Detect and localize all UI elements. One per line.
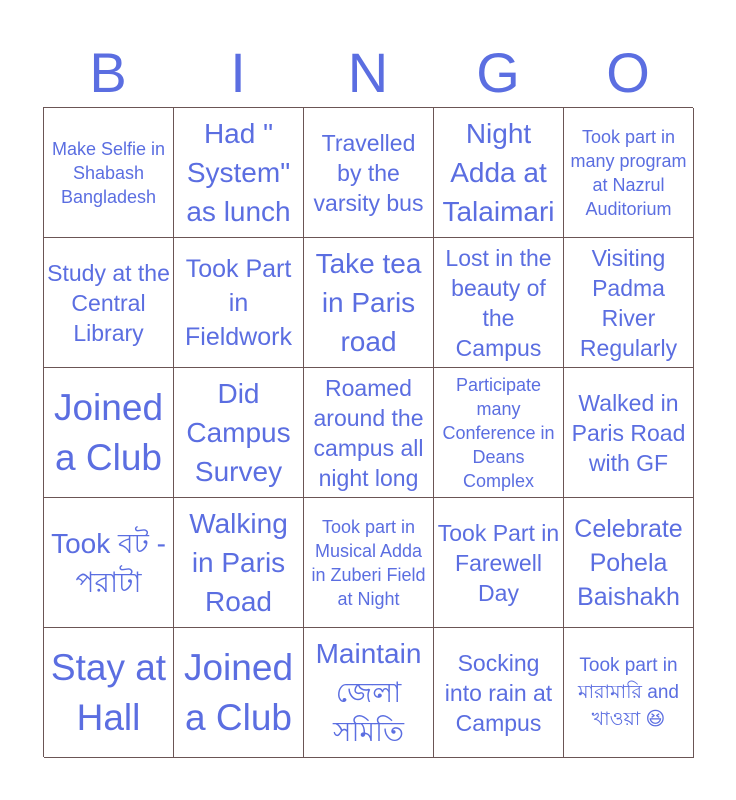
bingo-cell[interactable]: Socking into rain at Campus — [434, 628, 564, 758]
bingo-cell[interactable]: Visiting Padma River Regularly — [564, 238, 694, 368]
bingo-cell[interactable]: Took part in মারামারি and খাওয়া 😆 — [564, 628, 694, 758]
bingo-cell[interactable]: Celebrate Pohela Baishakh — [564, 498, 694, 628]
bingo-cell[interactable]: Walked in Paris Road with GF — [564, 368, 694, 498]
bingo-header — [43, 40, 693, 106]
bingo-cell[interactable]: Took part in many program at Nazrul Auditorium — [564, 108, 694, 238]
bingo-cell[interactable]: Roamed around the campus all night long — [304, 368, 434, 498]
bingo-cell[interactable]: Take tea in Paris road — [304, 238, 434, 368]
bingo-cell[interactable]: Had " System" as lunch — [174, 108, 304, 238]
bingo-cell[interactable]: Took part in Musical Adda in Zuberi Field at Night — [304, 498, 434, 628]
bingo-cell[interactable]: Joined a Club — [44, 368, 174, 498]
bingo-cell[interactable]: Took Part in Farewell Day — [434, 498, 564, 628]
bingo-cell[interactable]: Joined a Club — [174, 628, 304, 758]
bingo-cell[interactable]: Took বট - পরাটা — [44, 498, 174, 628]
header-letter-n: N — [347, 41, 389, 104]
bingo-cell[interactable]: Study at the Central Library — [44, 238, 174, 368]
bingo-cell[interactable]: Travelled by the varsity bus — [304, 108, 434, 238]
header-letter-i: I — [230, 41, 246, 104]
header-letter-g: G — [476, 41, 520, 104]
bingo-cell[interactable]: Stay at Hall — [44, 628, 174, 758]
bingo-cell[interactable]: Walking in Paris Road — [174, 498, 304, 628]
bingo-cell[interactable]: Lost in the beauty of the Campus — [434, 238, 564, 368]
bingo-grid — [43, 107, 693, 757]
bingo-cell[interactable]: Make Selfie in Shabash Bangladesh — [44, 108, 174, 238]
header-letter-b: B — [89, 41, 127, 104]
bingo-cell[interactable]: Maintain জেলা সমিতি — [304, 628, 434, 758]
bingo-cell[interactable]: Took Part in Fieldwork — [174, 238, 304, 368]
bingo-cell[interactable]: Did Campus Survey — [174, 368, 304, 498]
header-letter-o: O — [606, 41, 650, 104]
bingo-cell[interactable]: Night Adda at Talaimari — [434, 108, 564, 238]
bingo-cell[interactable]: Participate many Conference in Deans Complex — [434, 368, 564, 498]
